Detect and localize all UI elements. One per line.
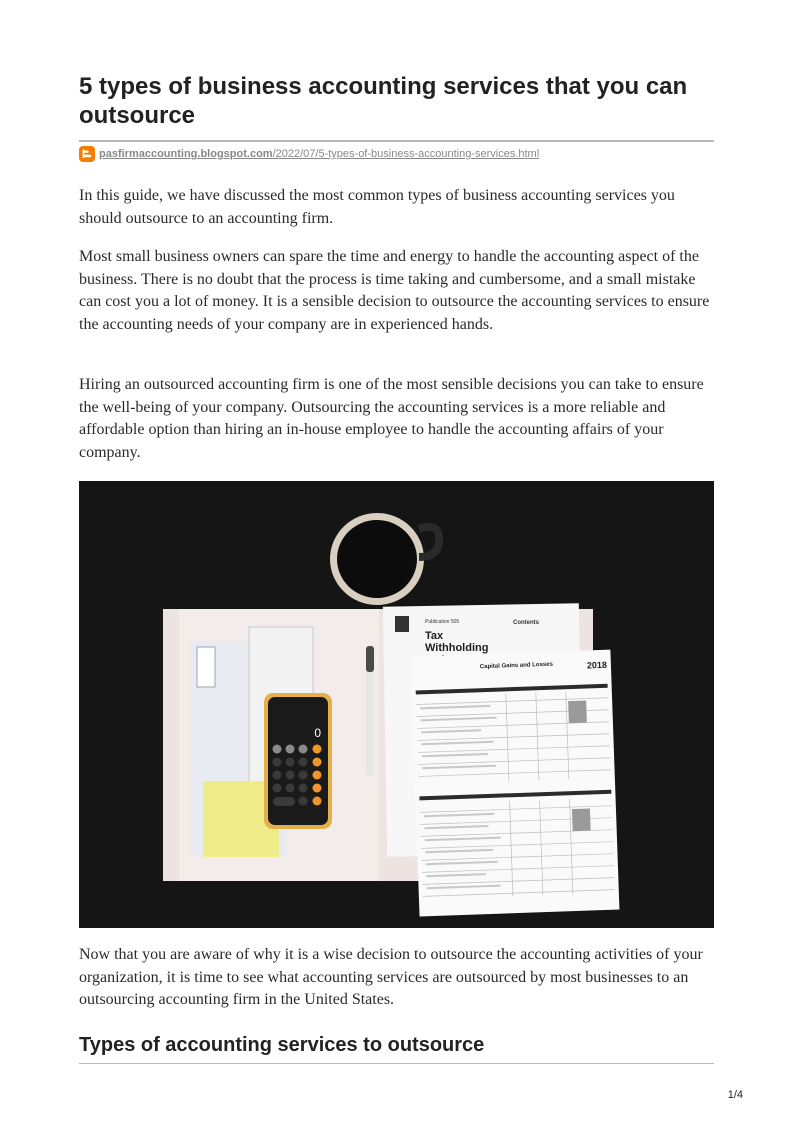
schedule-title: Capital Gains and Losses [479, 661, 553, 671]
intro-paragraph: In this guide, we have discussed the most common types of business accounting services you should outsource to an accounting firm. [79, 187, 675, 227]
section-heading: Types of accounting services to outsource [79, 1034, 485, 1056]
tax-forms-calculator-photo [79, 481, 714, 928]
body-paragraph: Now that you are aware of why it is a wise decision to outsource the accounting activities of your organization, it is time to see what accounting services are outsourced by most businesses to an outsourcing accounting firm in the United States. [79, 946, 703, 1008]
schedule-year: 2018 [586, 659, 608, 671]
calculator-display: 0 [314, 726, 321, 740]
body-paragraph: Hiring an outsourced accounting firm is one of the most sensible decisions you can take to ensure the well-being of your company. Outsourcing the accounting services is a more reliable and affordable option than hiring an in-house employee to handle the accounting affairs of your company. [79, 376, 704, 461]
blogger-icon [79, 146, 95, 162]
form-title-line1: Tax [425, 630, 444, 642]
source-line [79, 145, 539, 163]
form-contents: Contents [513, 620, 539, 626]
form-title-line2: Withholding [425, 642, 489, 654]
section-divider [79, 1063, 714, 1064]
form-publication: Publication 505 [425, 619, 460, 625]
body-paragraph: Most small business owners can spare the time and energy to handle the accounting aspect of the business. There is no doubt that the process is time taking and cumbersome, and a small mistake can cost you a lot of money. It is a sensible decision to outsource the accounting services to ensure the accounting needs of your company are in experienced hands. [79, 248, 710, 333]
page-title: 5 types of business accounting services that you can outsource [79, 73, 688, 129]
page-number: 1/4 [727, 1089, 743, 1101]
source-url-link[interactable]: pasfirmaccounting.blogspot.com/2022/07/5-types-of-business-accounting-services.html [99, 148, 540, 160]
article-photo [79, 481, 714, 928]
title-divider [79, 140, 714, 142]
